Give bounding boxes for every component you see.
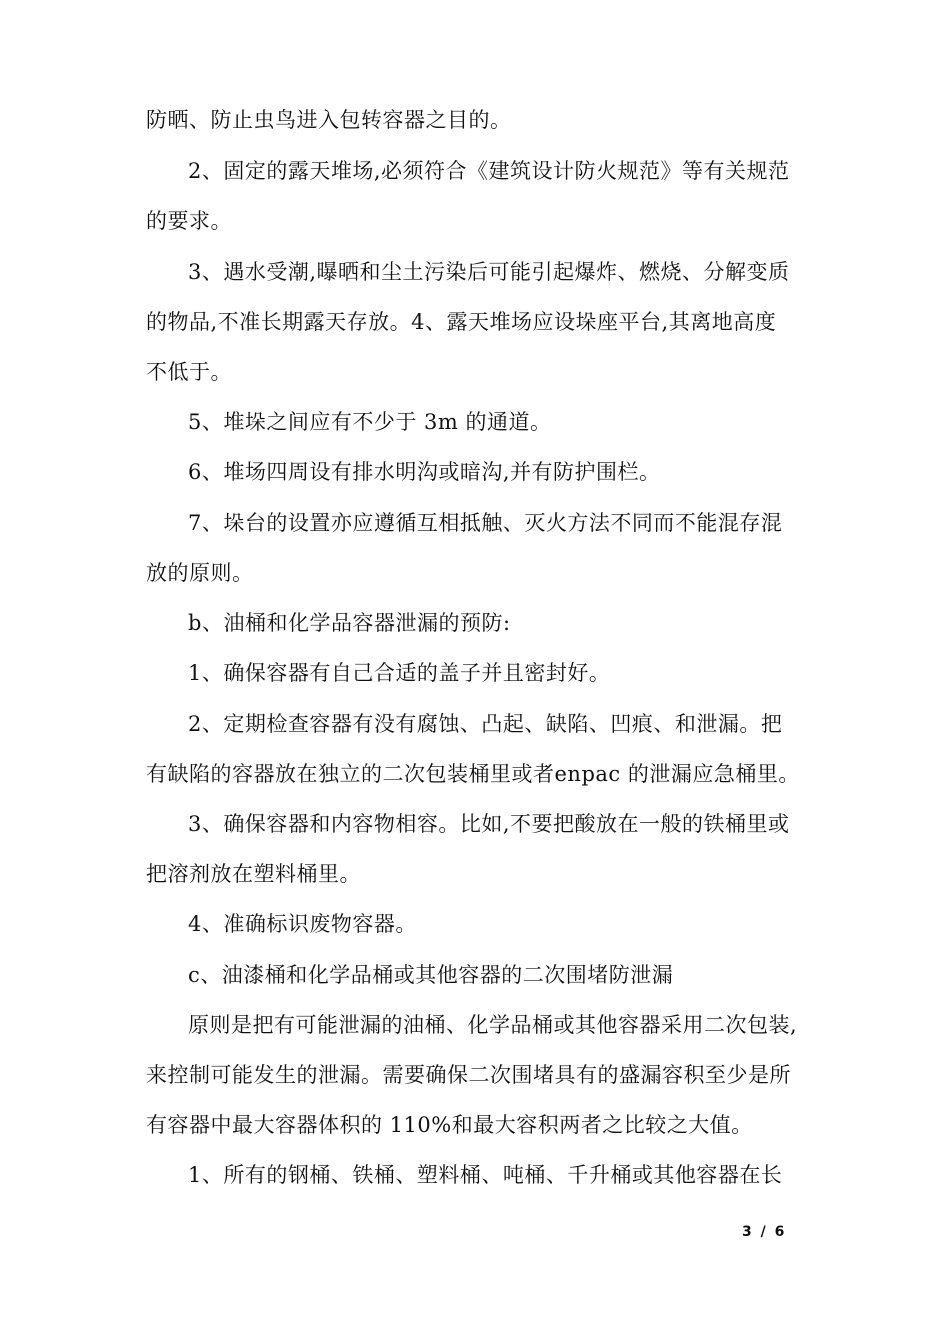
text-line: 来控制可能发生的泄漏。需要确保二次围堵具有的盛漏容积至少是所 <box>146 1063 791 1087</box>
text-line: 5、堆垛之间应有不少于 3m 的通道。 <box>188 410 552 434</box>
section-heading: b、油桶和化学品容器泄漏的预防: <box>188 611 511 635</box>
text-line: 6、堆场四周设有排水明沟或暗沟,并有防护围栏。 <box>188 460 661 484</box>
section-heading: c、油漆桶和化学品桶或其他容器的二次围堵防泄漏 <box>188 963 674 987</box>
text-line: 有缺陷的容器放在独立的二次包装桶里或者enpac 的泄漏应急桶里。 <box>146 762 800 786</box>
text-line: 原则是把有可能泄漏的油桶、化学品桶或其他容器采用二次包装, <box>188 1013 798 1037</box>
page-number: 3 / 6 <box>742 1224 787 1240</box>
text-line: 不低于。 <box>146 360 232 384</box>
text-line: 防晒、防止虫鸟进入包转容器之目的。 <box>146 108 512 132</box>
text-line: 放的原则。 <box>146 561 254 585</box>
text-line: 3、确保容器和内容物相容。比如,不要把酸放在一般的铁桶里或 <box>188 812 790 836</box>
text-line: 的物品,不准长期露天存放。4、露天堆场应设垛座平台,其离地高度 <box>146 310 777 334</box>
text-line: 3、遇水受潮,曝晒和尘土污染后可能引起爆炸、燃烧、分解变质 <box>188 260 790 284</box>
text-line: 4、准确标识废物容器。 <box>188 912 417 936</box>
text-line: 的要求。 <box>146 209 232 233</box>
text-line: 把溶剂放在塑料桶里。 <box>146 862 361 886</box>
text-line: 2、固定的露天堆场,必须符合《建筑设计防火规范》等有关规范 <box>188 159 790 183</box>
text-line: 7、垛台的设置亦应遵循互相抵触、灭火方法不同而不能混存混 <box>188 511 783 535</box>
text-line: 1、所有的钢桶、铁桶、塑料桶、吨桶、千升桶或其他容器在长 <box>188 1163 783 1187</box>
text-line: 1、确保容器有自己合适的盖子并且密封好。 <box>188 661 611 685</box>
text-line: 2、定期检查容器有没有腐蚀、凸起、缺陷、凹痕、和泄漏。把 <box>188 712 783 736</box>
text-line: 有容器中最大容器体积的 110%和最大容积两者之比较之大值。 <box>146 1113 753 1137</box>
